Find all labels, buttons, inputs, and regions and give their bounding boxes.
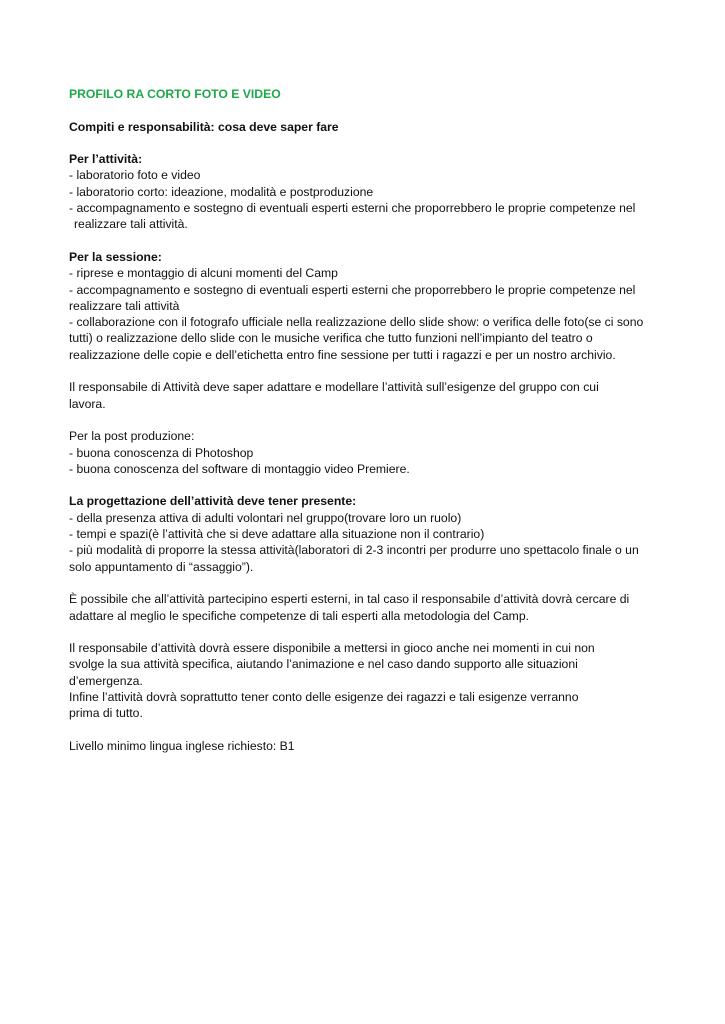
document-page: [69, 86, 669, 754]
attivita-item-continuation: realizzare tali attività.: [74, 217, 188, 232]
progettazione-line: solo appuntamento di “assaggio”).: [69, 559, 254, 574]
spacer: [69, 363, 669, 379]
sessione-heading: Per la sessione:: [69, 249, 162, 264]
document-subtitle: Compiti e responsabilità: cosa deve saper fare: [69, 119, 339, 134]
sessione-line: realizzazione delle copie e dell’etichetta entro fine sessione per tutti i ragazzi e per un nostro archivio.: [69, 347, 616, 362]
disponibile-paragraph-line: Il responsabile d’attività dovrà essere disponibile a mettersi in gioco anche nei momenti in cui non: [69, 641, 595, 656]
progettazione-heading: La progettazione dell’attività deve tener presente:: [69, 494, 357, 509]
attivita-item: - laboratorio corto: ideazione, modalità e postproduzione: [69, 184, 374, 199]
disponibile-paragraph-line: prima di tutto.: [69, 706, 143, 721]
disponibile-paragraph-line: Infine l’attività dovrà soprattutto tener conto delle esigenze dei ragazzi e tali esigenze verranno: [69, 689, 579, 704]
sessione-line: - collaborazione con il fotografo ufficiale nella realizzazione dello slide show: o verifica delle foto(se ci sono: [69, 315, 644, 330]
responsabile-paragraph-line: Il responsabile di Attività deve saper adattare e modellare l’attività sull’esigenze del gruppo con cui: [69, 380, 599, 395]
spacer: [69, 102, 669, 118]
progettazione-line: - più modalità di proporre la stessa attività(laboratori di 2-3 incontri per produrre uno spettacolo finale o un: [69, 543, 639, 558]
attivita-item: - accompagnamento e sostegno di eventuali esperti esterni che proporrebbero le proprie competenze nel: [69, 201, 636, 216]
attivita-heading: Per l’attività:: [69, 152, 143, 167]
sessione-line: - riprese e montaggio di alcuni momenti del Camp: [69, 266, 338, 281]
esperti-paragraph-line: È possibile che all’attività partecipino esperti esterni, in tal caso il responsabile d’attività dovrà cercare di: [69, 592, 630, 607]
post-produzione-item: - buona conoscenza del software di montaggio video Premiere.: [69, 461, 410, 476]
sessione-line: realizzare tali attività: [69, 298, 180, 313]
responsabile-paragraph-line: lavora.: [69, 396, 106, 411]
document-title: PROFILO RA CORTO FOTO E VIDEO: [69, 87, 281, 101]
disponibile-paragraph-line: d’emergenza.: [69, 673, 143, 688]
spacer: [69, 575, 669, 591]
disponibile-paragraph-line: svolge la sua attività specifica, aiutando l’animazione e nel caso dando supporto alle situazioni: [69, 657, 578, 672]
attivita-item: - laboratorio foto e video: [69, 168, 201, 183]
esperti-paragraph-line: adattare al meglio le specifiche competenze di tali esperti alla metodologia del Camp.: [69, 608, 529, 623]
progettazione-line: - tempi e spazi(è l’attività che si deve adattare alla situazione non il contrario): [69, 527, 485, 542]
progettazione-line: - della presenza attiva di adulti volontari nel gruppo(trovare loro un ruolo): [69, 510, 462, 525]
sessione-line: - accompagnamento e sostegno di eventuali esperti esterni che proporrebbero le proprie competenze nel: [69, 282, 636, 297]
livello-inglese: Livello minimo lingua inglese richiesto: B1: [69, 738, 295, 753]
spacer: [69, 477, 669, 493]
spacer: [69, 233, 669, 249]
post-produzione-heading: Per la post produzione:: [69, 429, 195, 444]
spacer: [69, 135, 669, 151]
spacer: [69, 722, 669, 738]
spacer: [69, 412, 669, 428]
post-produzione-item: - buona conoscenza di Photoshop: [69, 445, 254, 460]
sessione-line: tutti) o realizzazione dello slide con le musiche verifica che tutto funzioni nell’impianto del teatro o: [69, 331, 593, 346]
spacer: [69, 624, 669, 640]
